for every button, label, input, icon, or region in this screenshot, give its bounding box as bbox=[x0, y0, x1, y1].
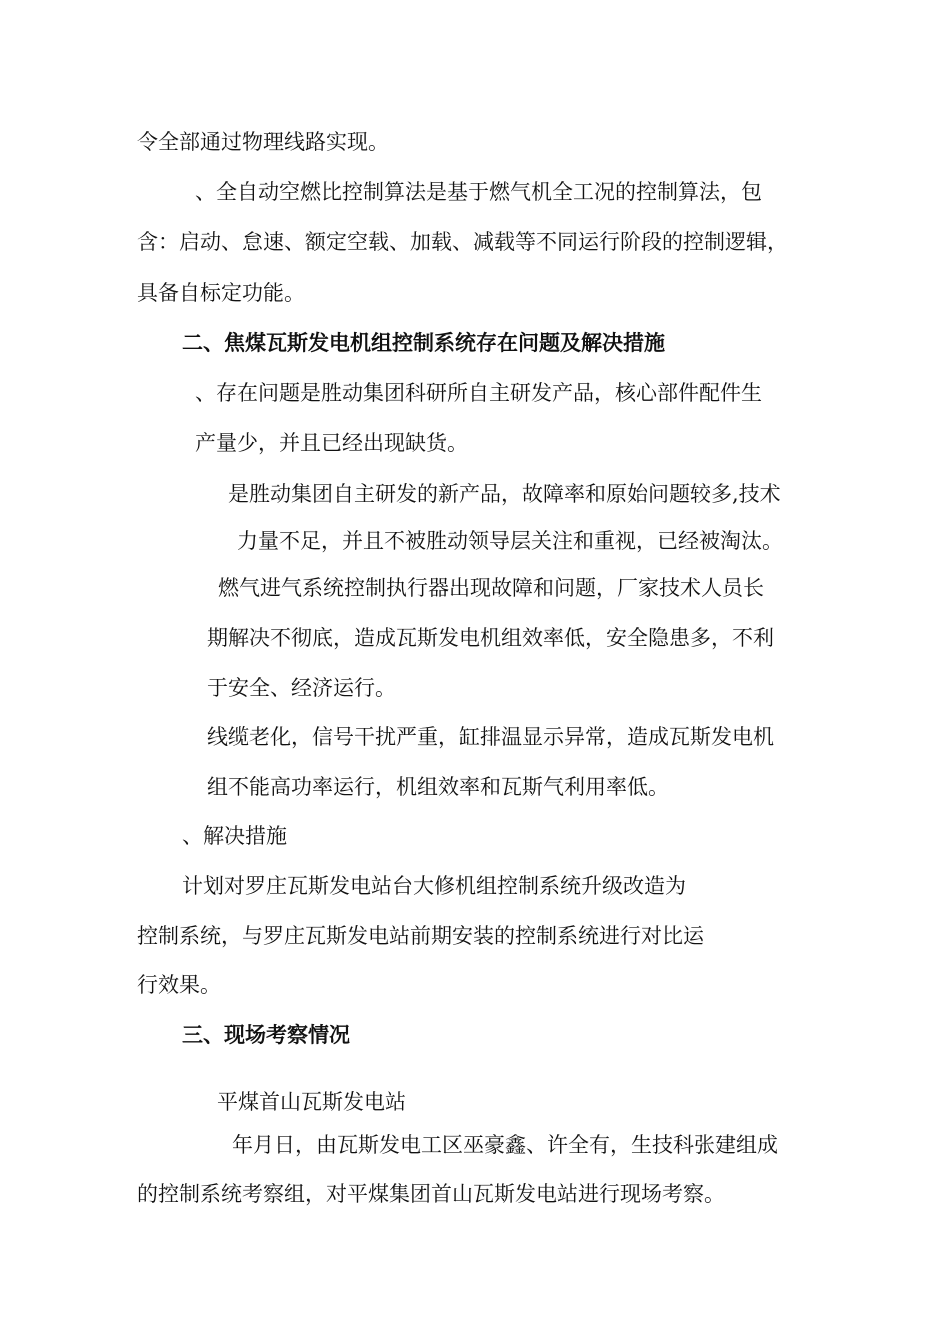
subsection-heading: 、解决措施 bbox=[182, 824, 287, 848]
text-line: 含：启动、怠速、额定空载、加载、减载等不同运行阶段的控制逻辑， bbox=[137, 230, 788, 254]
text-line: 期解决不彻底，造成瓦斯发电机组效率低，安全隐患多，不利 bbox=[207, 626, 774, 650]
text-line: 、存在问题是胜动集团科研所自主研发产品，核心部件配件生 bbox=[195, 381, 762, 405]
text-line: 年月日，由瓦斯发电工区巫豪鑫、许全有，生技科张建组成 bbox=[232, 1133, 778, 1157]
text-line: 产量少，并且已经出现缺货。 bbox=[195, 431, 468, 455]
subsection-heading: 平煤首山瓦斯发电站 bbox=[217, 1090, 406, 1114]
text-line: 线缆老化，信号干扰严重，缸排温显示异常，造成瓦斯发电机 bbox=[207, 725, 774, 749]
text-line: 行效果。 bbox=[137, 973, 221, 997]
text-line: 的控制系统考察组，对平煤集团首山瓦斯发电站进行现场考察。 bbox=[137, 1182, 725, 1206]
text-line: 于安全、经济运行。 bbox=[207, 676, 396, 700]
text-line: 是胜动集团自主研发的新产品，故障率和原始问题较多,技术 bbox=[228, 482, 781, 506]
text-line: 燃气进气系统控制执行器出现故障和问题，厂家技术人员长 bbox=[218, 576, 764, 600]
text-line: 组不能高功率运行，机组效率和瓦斯气利用率低。 bbox=[207, 775, 669, 799]
section-heading: 三、现场考察情况 bbox=[182, 1023, 350, 1047]
text-line: 控制系统，与罗庄瓦斯发电站前期安装的控制系统进行对比运 bbox=[137, 924, 704, 948]
text-line: 令全部通过物理线路实现。 bbox=[137, 130, 389, 154]
text-line: 、全自动空燃比控制算法是基于燃气机全工况的控制算法，包 bbox=[195, 180, 762, 204]
text-line: 力量不足，并且不被胜动领导层关注和重视，已经被淘汰。 bbox=[237, 529, 783, 553]
section-heading: 二、焦煤瓦斯发电机组控制系统存在问题及解决措施 bbox=[182, 331, 665, 355]
text-line: 计划对罗庄瓦斯发电站台大修机组控制系统升级改造为 bbox=[182, 874, 686, 898]
text-line: 具备自标定功能。 bbox=[137, 281, 305, 305]
